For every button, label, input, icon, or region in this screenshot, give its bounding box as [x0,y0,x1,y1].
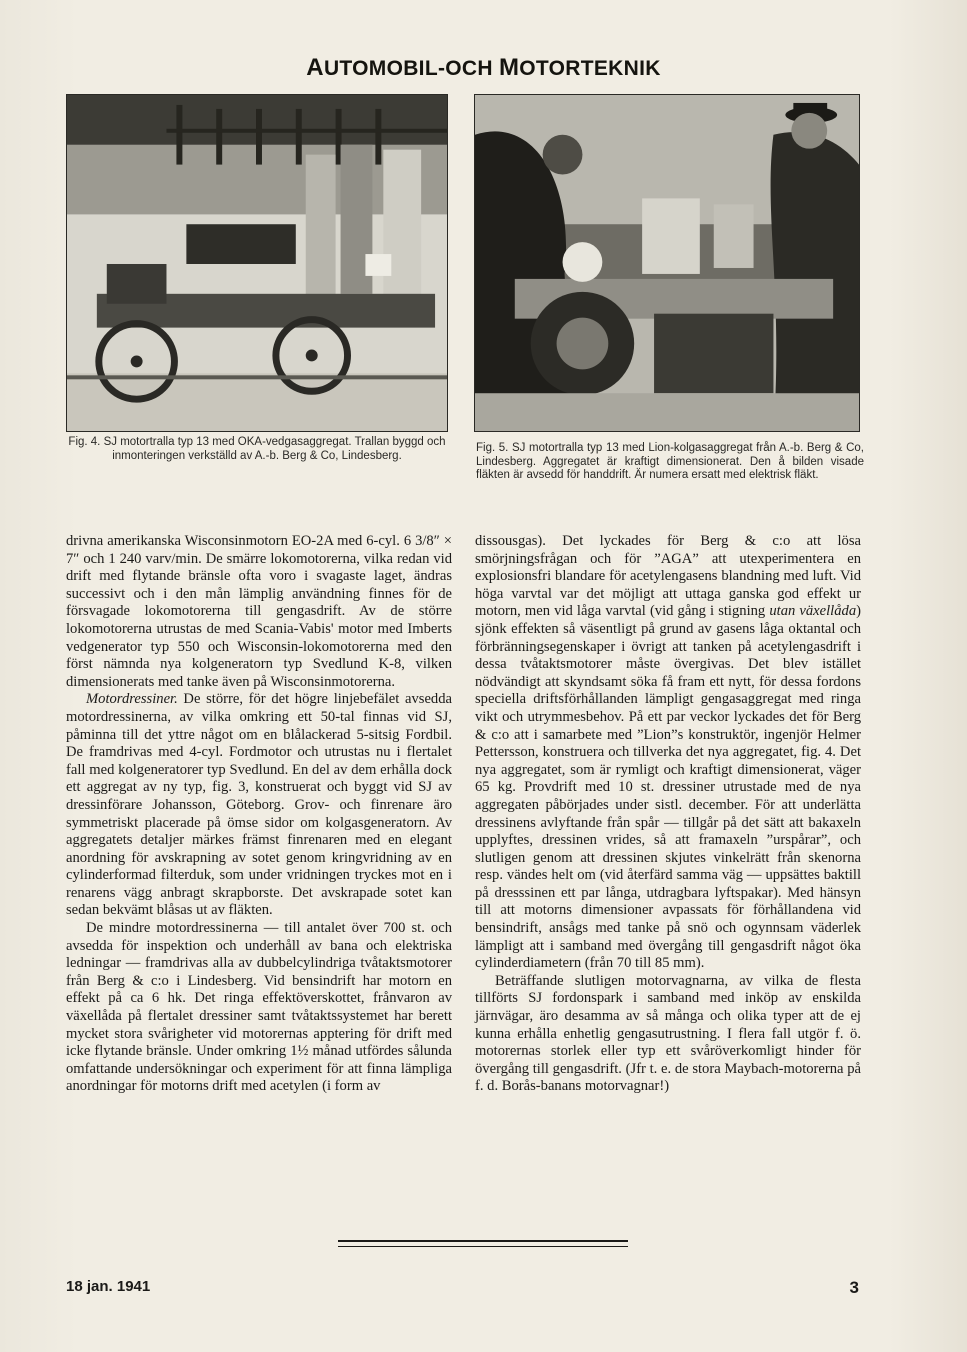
end-rule-thin [338,1246,628,1247]
figure-5-image [475,95,859,431]
motordressiner-heading: Motordressiner. [86,691,178,708]
left-column [66,533,452,1096]
left-paragraph-2-text: De större, för det högre linjebefälet avsedda motordressinerna, av vilka omkring ett 50-tal finnas vid SJ, påminna till det yttre något om en blålackerad 5-sitsig Fordbil. De framdrivas med 4-cyl. Fordmotor och utrustas nu i flertalet fall med kolgeneratorer typ Svedlund. En del av dem erhålla dock ett aggregat av ny typ, fig. 3, konstruerat och byggt vid SJ av dressinförare Johansson, Göteborg. Grov- och finrenare äro symmetriskt placerade på ömse sidor om kolgasgeneratorn. Av aggregatets detaljer märkes främst finrenaren med en elegant anordning för avskrapning av sotet genom kringvridning av en cylinderformad filterduk, som under vridningen tryckes mot en i renarens vägg anbragt skrapborste. Det avskrapade sotet kan sedan bekvämt blåsas ut av fläkten. [66,691,452,919]
end-rule-thick [338,1240,628,1242]
figure-4-image [67,95,447,431]
right-paragraph-1 [475,533,861,973]
issue-date: 18 jan. 1941 [66,1278,151,1295]
right-paragraph-1-text-b: ) sjönk effekten så väsentligt på grund av gasens låga oktantal och förbränningsegenskaper i övrigt att tanken på acetylengasdrift i dessa tvåtaktsmotorer måste övergivas. Det blev istället nödvändigt att skyndsamt söka få fram ett nytt, för dessa fordons speciella driftsförhållanden lämpligt gengasaggregat med ringa vikt och utrymmesbehov. På ett par veckor lyckades det för Berg & c:o att i samarbete med ”Lion”s konstruktör, ingenjör Helmer Pettersson, konstruera och tillverka det nya aggregatet, fig. 4. Det nya aggregatet, som är rymligt och kraftigt dimensionerat, väger 65 kg. Provdrift med 10 st. dressiner utrustade med de nya aggregaten påbörjades under sistl. december. För att underlätta dressinens avlyftande från spår — tillgår på det sätt att bakaxeln upplyftes, dressinen vrides, så att framaxeln ”urspårar”, och slutligen genom att dressinen skjutes vinkelrätt från skenorna resp. vändes helt om (vid återfärd samma väg — uppsättes baktill på dresssinen ett par långa, utdragbara lyftspakar). Med hänsyn till att motorns dimensioner avpassats för förhållandena vid bensindrift, ansågs med tanke på snö och ogynnsam väderlek lämpligt att i samband med övergång till gengasdrift något öka cylinderdiametern (från 70 till 85 mm). [475,603,862,972]
right-column [475,533,861,1096]
right-paragraph-2: Beträffande slutligen motorvagnarna, av vilka de flesta tillförts SJ fordonspark i samband med inköp av enskilda järnvägar, äro desamma av så många och olika typer att de ej kunna erhålla enhetlig gengasutrustning. I flera fall utgör f. ö. motorernas storlek eller typ ett svåröverkomligt hinder för övergång till gengasdrift. (Jfr t. e. de stora Maybach-motorerna på f. d. Borås-banans motorvagnar!) [475,972,861,1095]
figure-4-caption: Fig. 4. SJ motortralla typ 13 med OKA-vedgasaggregat. Trallan byggd och inmonteringen verkställd av A.-b. Berg & Co, Lindesberg. [68,436,446,462]
left-paragraph-2 [66,691,452,920]
figure-5-photo [474,94,860,432]
header-initial-m: M [498,54,520,81]
page-header [0,54,967,82]
left-paragraph-1: drivna amerikanska Wisconsinmotorn EO-2A med 6-cyl. 6 3/8″ × 7″ och 1 240 varv/min. De smärre lokomotorerna, vilka redan vid drift med flytande bränsle ofta voro i svagaste laget, ändras successivt och i den mån lämplig användning finnes för de försvagade lokomotorerna till gengasdrift. Av de större lokomotorerna utrustas de med Scania-Vabis' motor med Imberts vedgenerator typ 550 och Wisconsin-lokomotorerna med den först nämnda nya kolgeneratorn typ Svedlund K-8, vilken dimensionerats med tanke även på Wisconsinmotorerna. [66,533,452,690]
header-text-m: OTORTEKNIK [519,57,661,80]
right-paragraph-1-text-a: dissousgas). Det lyckades för Berg & c:o att lösa smörjningsfrågan och för ”AGA” att utexperimentera en explosionsfri blandare för acetylengasens blandning med luft. Vid höga varvtal var det möjligt att uttaga ganska god effekt ur motorn, men vid låga varvtal (vid gång i stigning [475,533,861,620]
figure-5-caption: Fig. 5. SJ motortralla typ 13 med Lion-kolgasaggregat från A.-b. Berg & Co, Lindesberg. Aggregatet är kraftigt dimensionerat. Den å bilden visade fläkten är avsedd för handdrift. Är numera ersatt med elektrisk fläkt. [476,442,864,482]
header-text-a: UTOMOBIL-OCH [323,57,499,80]
right-paragraph-1-emphasis: utan växellåda [769,603,857,620]
header-initial-a: A [306,54,324,81]
left-paragraph-3: De mindre motordressinerna — till antalet över 700 st. och avsedda för inspektion och underhåll av bana och elektriska ledningar — framdrivas alla av dubbelcylindriga tvåtaktsmotorer från Berg & c:o i Lindesberg. Vid bensindrift har motorn en effekt på ca 6 hk. Det ringa effektöverskottet, frånvaron av växellåda på flertalet dressiner samt tvåtaktssystemet har berett mycket stora svårigheter vid motorernas apptering för drift med icke flytande bränsle. Under omkring 1½ månad utfördes sålunda omfattande undersökningar och experiment för att finna lämpliga anordningar för motorns drift med acetylen (i form av [66,920,452,1095]
figure-4-photo [66,94,448,432]
page-number: 3 [849,1278,859,1297]
